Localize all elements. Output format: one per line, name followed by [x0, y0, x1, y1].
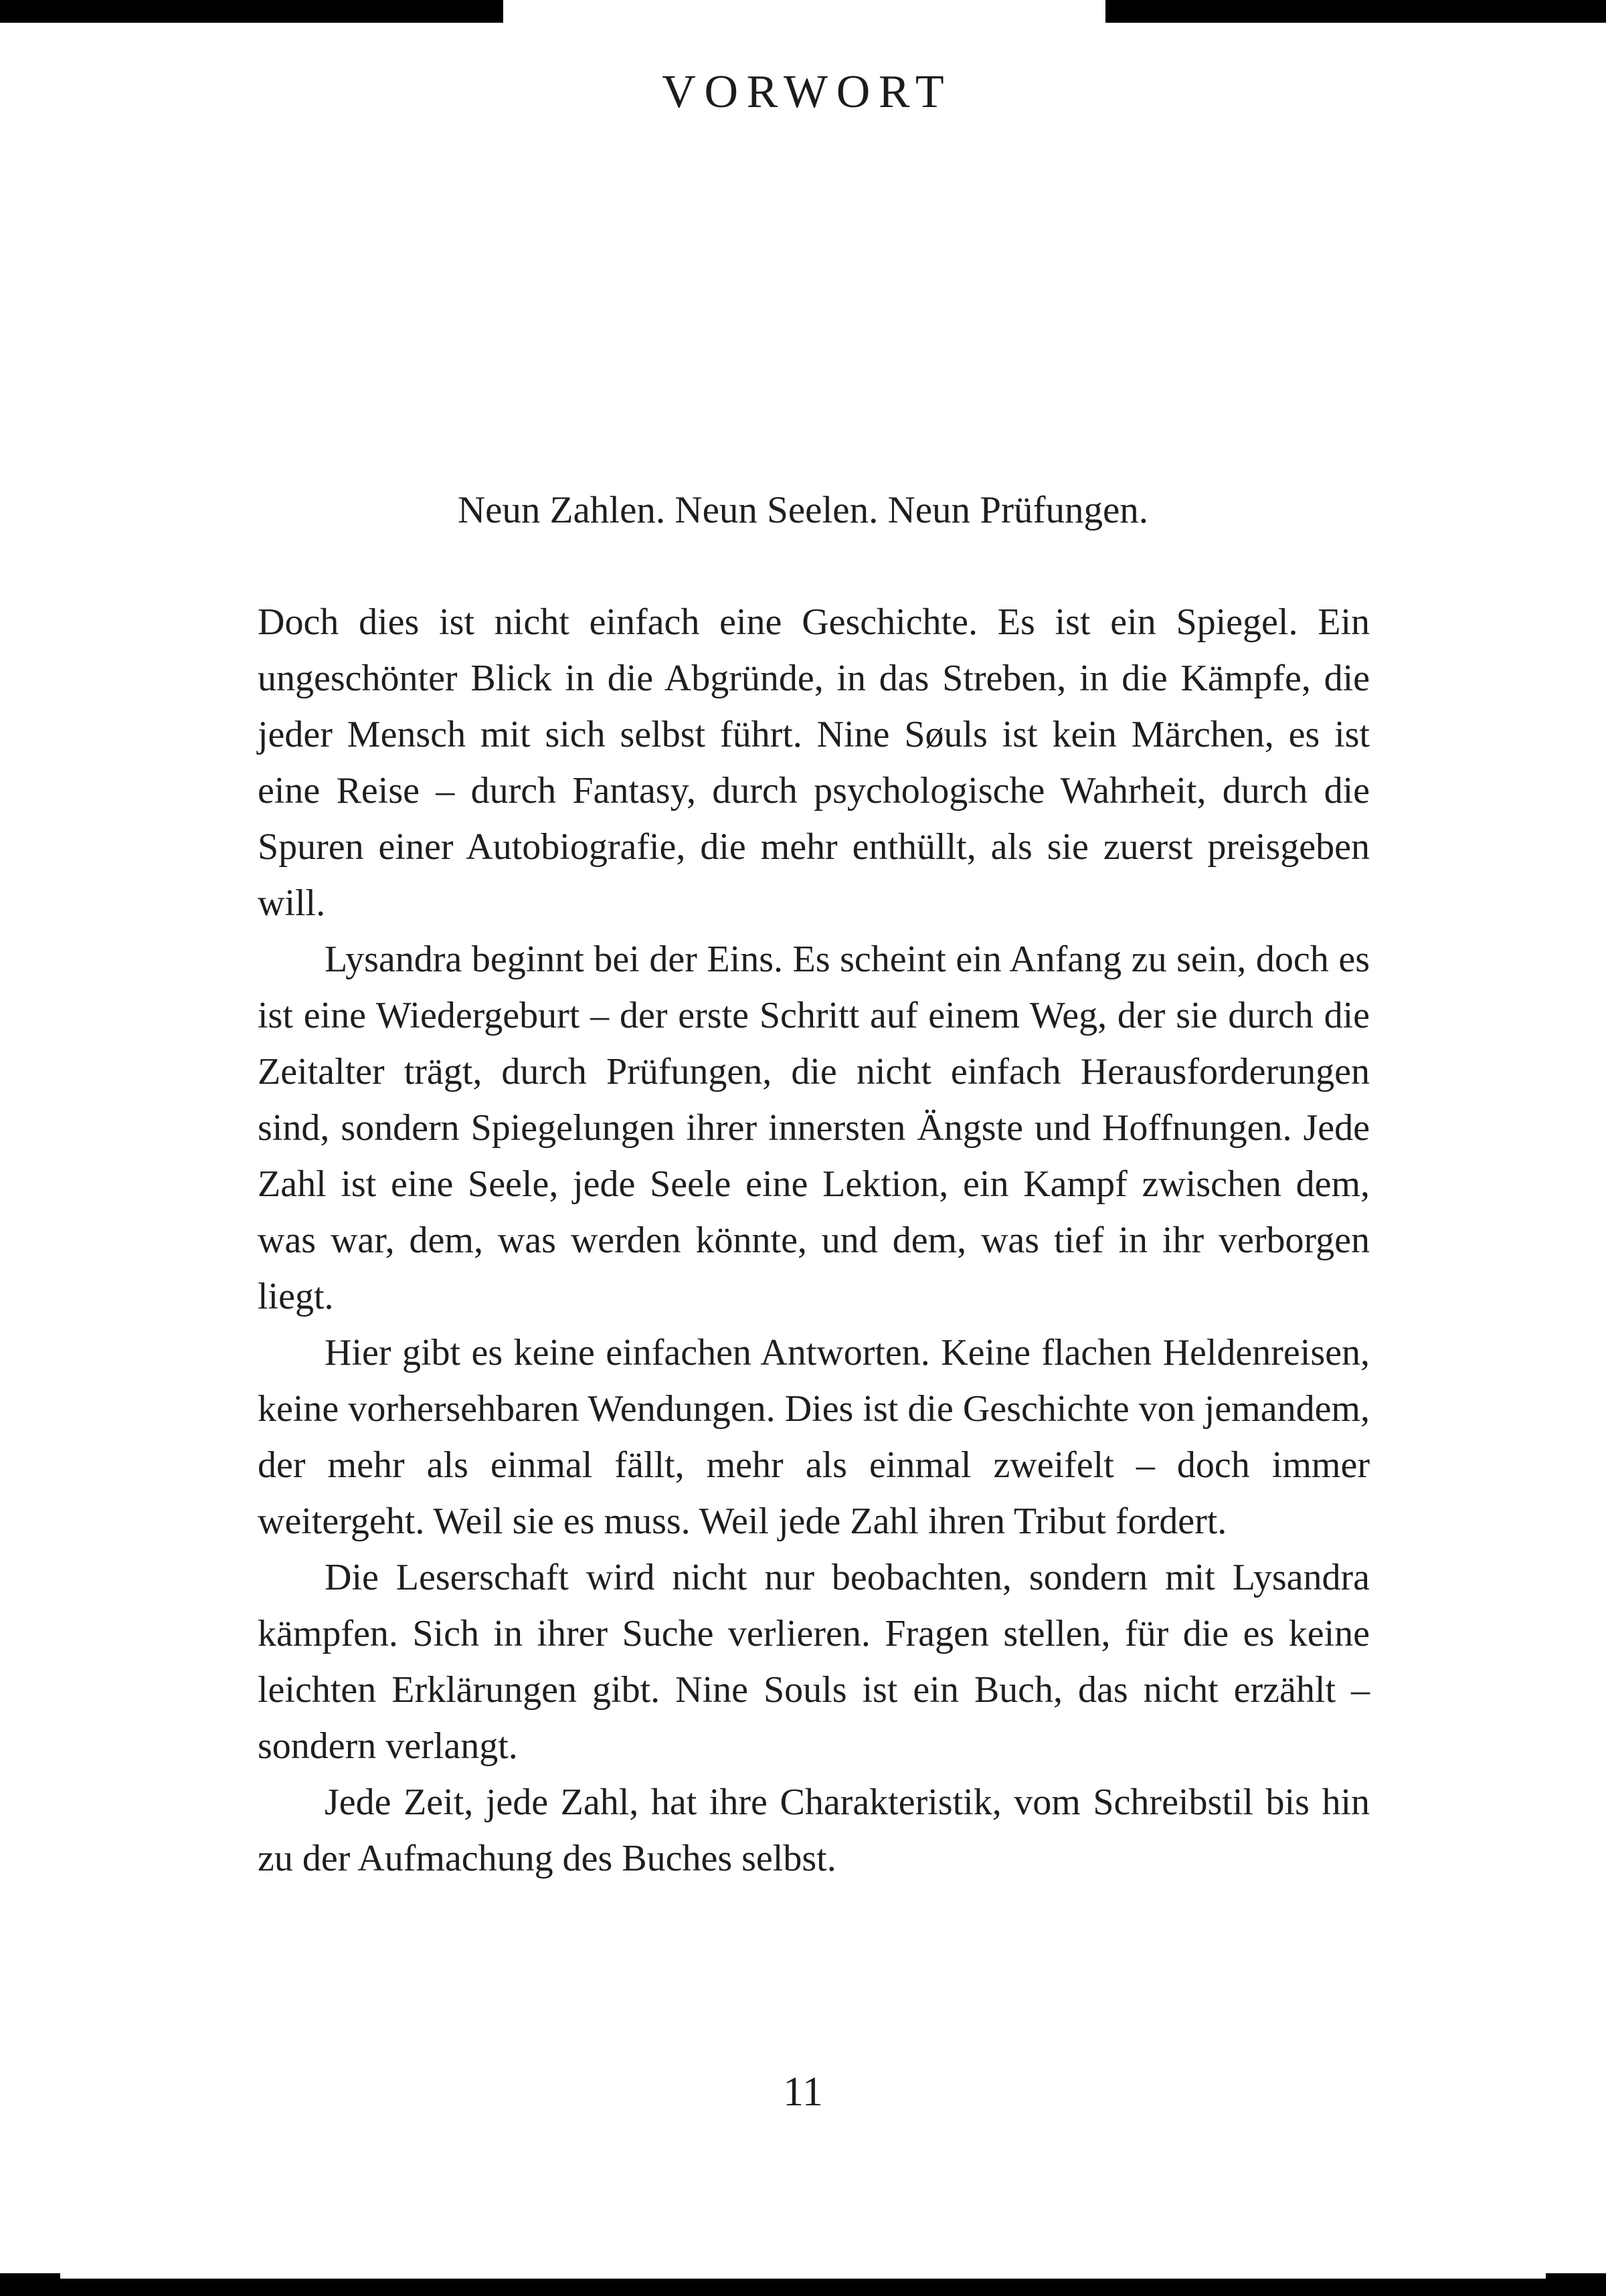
page-number: 11	[783, 2069, 823, 2115]
paragraph: Doch dies ist nicht einfach eine Geschichte. Es ist ein Spiegel. Ein ungeschönter Blick in die Abgründe, in das Streben, in die Kämpfe, die jeder Mensch mit sich selbst führt. Nine Søuls ist kein Märchen, es ist eine Reise – durch Fantasy, durch psychologische Wahrheit, durch die Spuren einer Autobiografie, die mehr enthüllt, als sie zuerst preisgeben will.	[258, 601, 1370, 924]
chapter-title: VORWORT	[662, 66, 953, 118]
scan-edge-bottom	[0, 2279, 1606, 2296]
scan-edge-top-right	[1105, 0, 1606, 23]
paragraph-list	[258, 594, 1370, 1887]
scan-edge-top-left	[0, 0, 503, 23]
scan-edge-bottom-left	[0, 2273, 60, 2279]
scan-edge-bottom-right	[1546, 2273, 1606, 2279]
epigraph: Neun Zahlen. Neun Seelen. Neun Prüfungen.	[457, 489, 1149, 531]
paragraph: Lysandra beginnt bei der Eins. Es scheint ein Anfang zu sein, doch es ist eine Wiedergeburt – der erste Schritt auf einem Weg, der sie durch die Zeitalter trägt, durch Prüfungen, die nicht einfach Herausforderungen sind, sondern Spiegelungen ihrer innersten Ängste und Hoffnungen. Jede Zahl ist eine Seele, jede Seele eine Lektion, ein Kampf zwischen dem, was war, dem, was werden könnte, und dem, was tief in ihr verborgen liegt.	[258, 939, 1370, 1317]
paragraph: Hier gibt es keine einfachen Antworten. Keine flachen Heldenreisen, keine vorhersehbaren Wendungen. Dies ist die Geschichte von jemandem, der mehr als einmal fällt, mehr als einmal zweifelt – doch immer weitergeht. Weil sie es muss. Weil jede Zahl ihren Tribut fordert.	[258, 1332, 1370, 1542]
paragraph: Die Leserschaft wird nicht nur beobachten, sondern mit Lysandra kämpfen. Sich in ihrer Suche verlieren. Fragen stellen, für die es keine leichten Erklärungen gibt. Nine Souls ist ein Buch, das nicht erzählt – sondern verlangt.	[258, 1557, 1370, 1767]
paragraph: Jede Zeit, jede Zahl, hat ihre Charakteristik, vom Schreibstil bis hin zu der Aufmachung des Buches selbst.	[258, 1782, 1370, 1879]
